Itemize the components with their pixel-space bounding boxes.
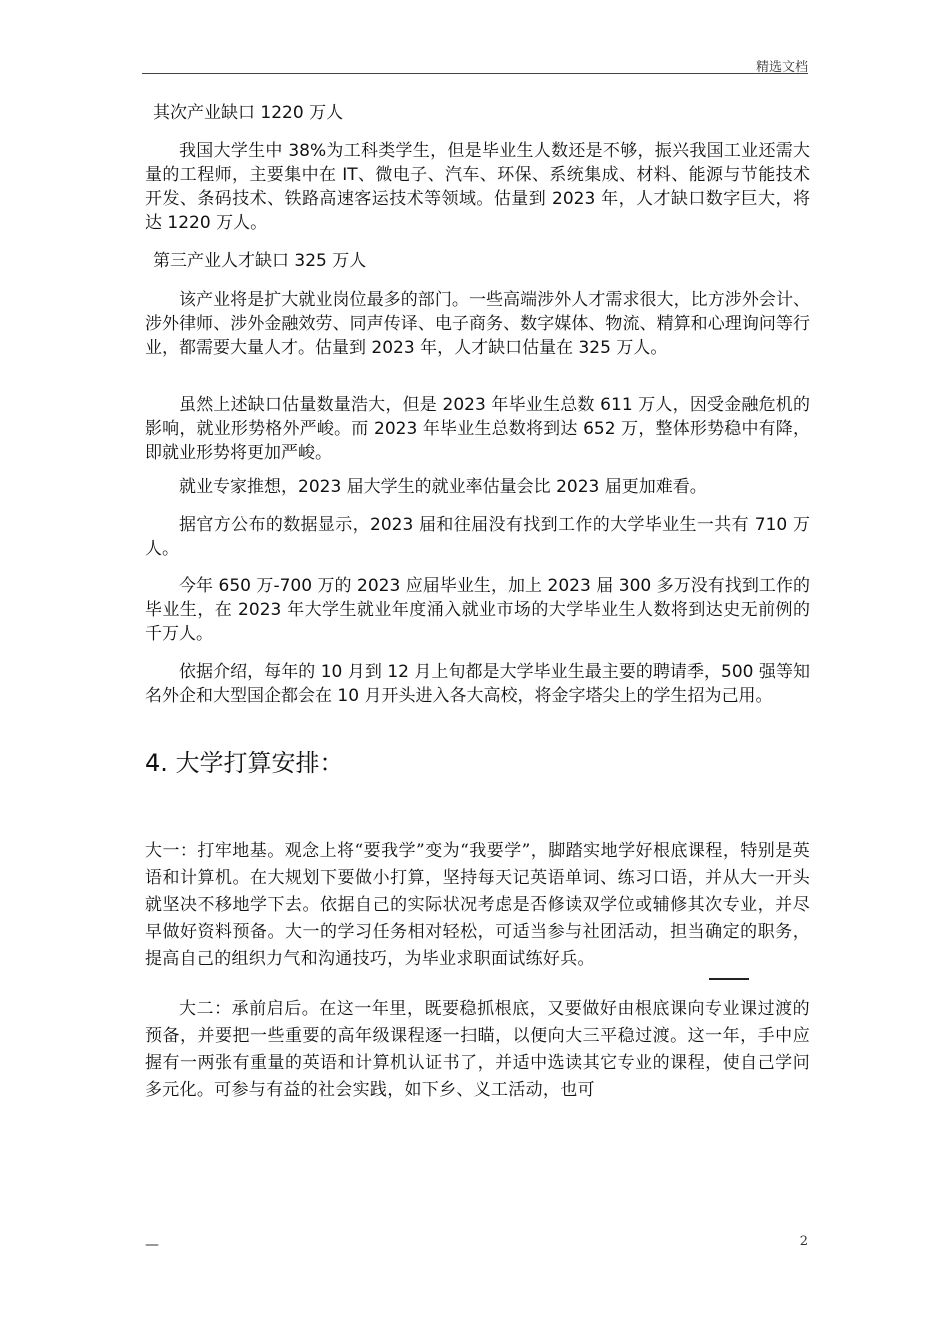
page-number: 2 xyxy=(799,1234,808,1249)
graduates-this-year-paragraph: 今年 650 万-700 万的 2023 应届毕业生，加上 2023 届 300 多万没有找到工作的毕业生，在 2023 年大学生就业年度涌入就业市场的大学毕业生人数将到达史无前例的千万人。 xyxy=(145,576,810,644)
page-header-label: 精选文档 xyxy=(755,60,808,75)
tertiary-industry-title: 第三产业人才缺口 325 万人 xyxy=(153,251,367,271)
tertiary-industry-paragraph: 该产业将是扩大就业岗位最多的部门。一些高端涉外人才需求很大，比方涉外会计、涉外律师、涉外金融效劳、同声传译、电子商务、数字媒体、物流、精算和心理询问等行业，都需要大量人才。估量到 2023 年，人才缺口估量在 325 万人。 xyxy=(145,290,810,358)
secondary-industry-title: 其次产业缺口 1220 万人 xyxy=(153,103,344,123)
footer-dash: — xyxy=(145,1237,159,1253)
employment-gap-paragraph: 虽然上述缺口估量数量浩大，但是 2023 年毕业生总数 611 万人，因受金融危机的影响，就业形势格外严峻。而 2023 年毕业生总数将到达 652 万，整体形势稳中有降，即就业形势将更加严峻。 xyxy=(145,395,810,463)
year-two-plan-paragraph: 大二：承前启后。在这一年里，既要稳抓根底，又要做好由根底课向专业课过渡的预备，并要把一些重要的高年级课程逐一扫瞄，以便向大三平稳过渡。这一年，手中应握有一两张有重量的英语和计算机认证书了，并适中选读其它专业的课程，使自己学问多元化。可参与有益的社会实践，如下乡、义工活动，也可 xyxy=(145,999,810,1100)
header-rule xyxy=(142,73,808,74)
secondary-industry-paragraph: 我国大学生中 38%为工科类学生，但是毕业生人数还是不够，振兴我国工业还需大量的工程师，主要集中在 IT、微电子、汽车、环保、系统集成、材料、能源与节能技术开发、条码技术、铁路高速客运技术等领域。估量到 2023 年，人才缺口数字巨大，将达 1220 万人。 xyxy=(145,141,810,233)
hiring-season-paragraph: 依据介绍，每年的 10 月到 12 月上旬都是大学毕业生最主要的聘请季，500 强等知名外企和大型国企都会在 10 月开头进入各大高校，将金字塔尖上的学生招为己用。 xyxy=(145,662,810,706)
inline-dash-rule xyxy=(709,978,749,980)
year-one-plan-paragraph: 大一：打牢地基。观念上将“要我学”变为“我要学”，脚踏实地学好根底课程，特别是英语和计算机。在大规划下要做小打算，坚持每天记英语单词、练习口语，并从大一开头就坚决不移地学下去。依据自己的实际状况考虑是否修读双学位或辅修其次专业，并尽早做好资料预备。大一的学习任务相对轻松，可适当参与社团活动，担当确定的职务，提高自己的组织力气和沟通技巧，为毕业求职面试练好兵。 xyxy=(145,841,810,969)
official-data-paragraph: 据官方公布的数据显示，2023 届和往届没有找到工作的大学毕业生一共有 710 万人。 xyxy=(145,515,810,559)
expert-forecast-paragraph: 就业专家推想，2023 届大学生的就业率估量会比 2023 届更加难看。 xyxy=(179,477,707,497)
plan-section-heading: 4. 大学打算安排： xyxy=(145,749,344,777)
